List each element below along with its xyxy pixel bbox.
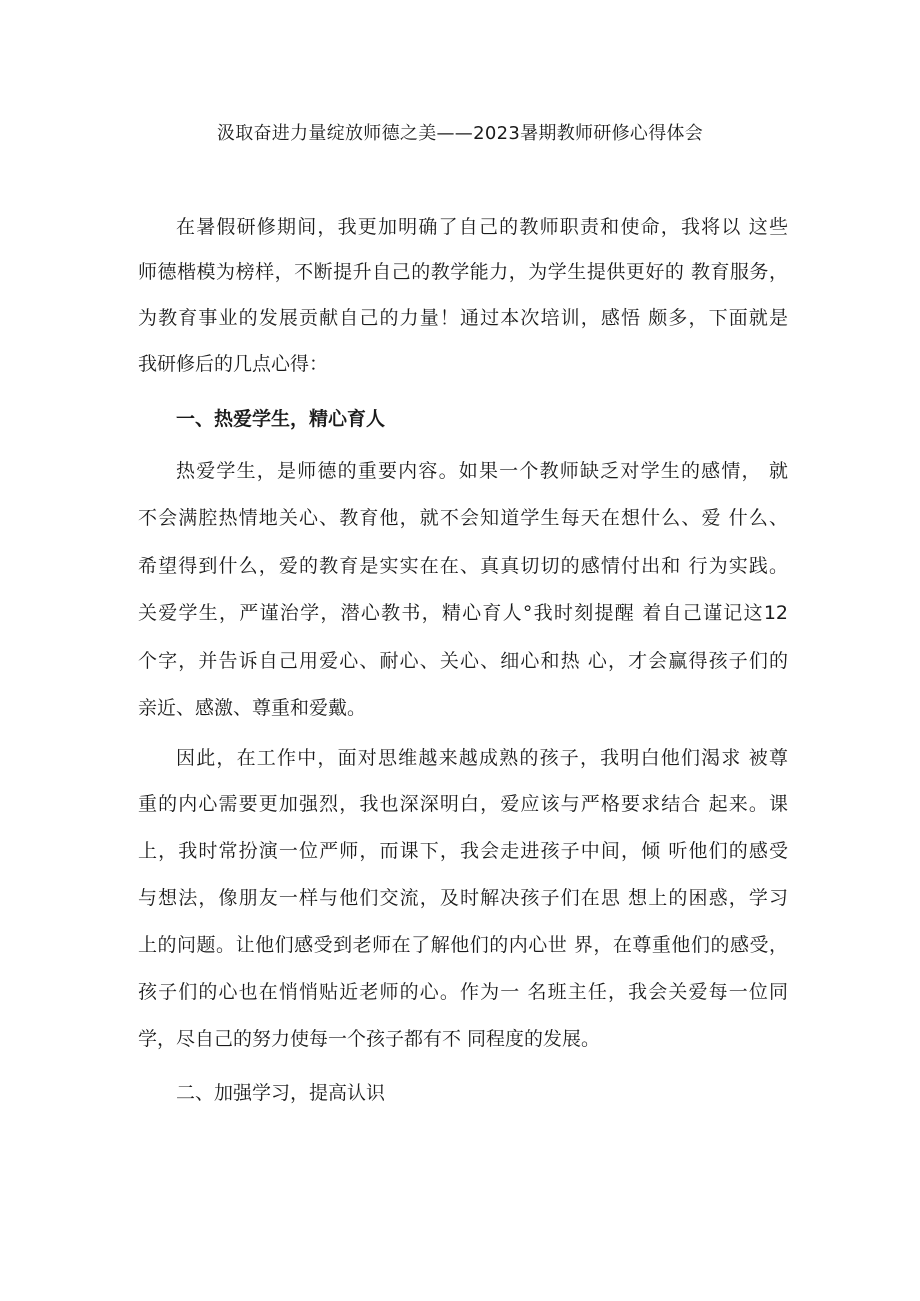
intro-line-3: 为教育事业的发展贡献自己的力量！通过本次培训，感悟 颇多，下面就是 [138,307,788,329]
section1-para1-line-6: 亲近、感激、尊重和爱戴。 [138,697,367,719]
section1-para1-line-5: 个字，并告诉自己用爱心、耐心、关心、细心和热 心，才会赢得孩子们的 [138,650,788,672]
section2-heading: 二、加强学习，提高认识 [176,1082,386,1104]
intro-line-4: 我研修后的几点心得： [138,353,329,375]
section1-para2-line-5: 上的问题。让他们感受到老师在了解他们的内心世 界，在尊重他们的感受， [138,934,788,956]
section1-para1-line-2: 不会满腔热情地关心、教育他，就不会知道学生每天在想什么、爱 什么、 [138,507,788,529]
intro-line-2: 师德楷模为榜样，不断提升自己的教学能力，为学生提供更好的 教育服务， [138,261,788,283]
section1-para1-line-4: 关爱学生，严谨治学，潜心教书，精心育人°我时刻提醒 着自己谨记这12 [138,602,788,624]
section1-para2-line-4: 与想法，像朋友一样与他们交流，及时解决孩子们在思 想上的困惑，学习 [138,887,788,909]
section1-para2-line-3: 上，我时常扮演一位严师，而课下，我会走进孩子中间，倾 听他们的感受 [138,840,788,862]
section1-heading: 一、热爱学生，精心育人 [176,408,386,430]
section1-para2-line-1: 因此，在工作中，面对思维越来越成熟的孩子，我明白他们渴求 被尊 [176,747,788,769]
intro-line-1: 在暑假研修期间，我更加明确了自己的教师职责和使命，我将以 这些 [176,216,788,238]
section1-para2-line-2: 重的内心需要更加强烈，我也深深明白，爱应该与严格要求结合 起来。课 [138,793,788,815]
section1-para1-line-1: 热爱学生，是师德的重要内容。如果一个教师缺乏对学生的感情， 就 [176,460,788,482]
section1-para1-line-3: 希望得到什么，爱的教育是实实在在、真真切切的感情付出和 行为实践。 [138,555,788,577]
section1-para2-line-7: 学，尽自己的努力使每一个孩子都有不 同程度的发展。 [138,1028,601,1050]
section1-para2-line-6: 孩子们的心也在悄悄贴近老师的心。作为一 名班主任，我会关爱每一位同 [138,981,788,1003]
document-title: 汲取奋进力量绽放师德之美——2023暑期教师研修心得体会 [216,123,704,144]
